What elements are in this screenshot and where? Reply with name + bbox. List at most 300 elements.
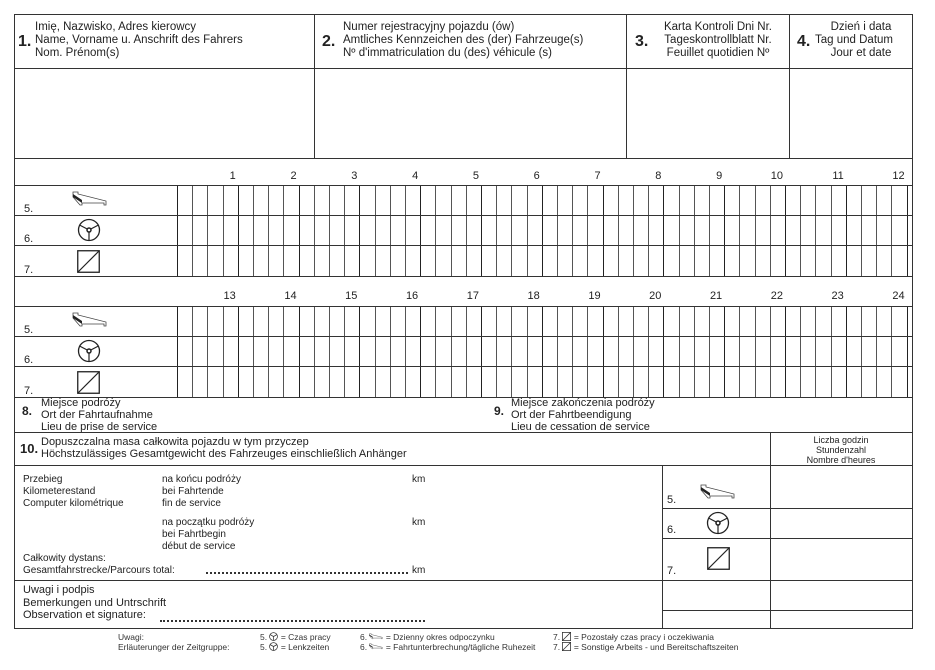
grid-cell[interactable] — [816, 307, 830, 335]
grid-cell[interactable] — [467, 216, 481, 244]
grid-cell[interactable] — [512, 216, 526, 244]
grid-cell[interactable] — [269, 246, 283, 275]
grid-cell[interactable] — [588, 337, 602, 365]
grid-cell[interactable] — [436, 216, 450, 244]
grid-cell[interactable] — [892, 337, 906, 365]
grid-cell[interactable] — [816, 337, 830, 365]
grid-cell[interactable] — [664, 246, 678, 275]
grid-cell[interactable] — [756, 186, 770, 214]
grid-cell[interactable] — [649, 186, 663, 214]
grid-cell[interactable] — [208, 307, 222, 335]
grid-cell[interactable] — [847, 337, 861, 365]
grid-cell[interactable] — [224, 246, 238, 275]
grid-cell[interactable] — [680, 246, 694, 275]
grid-cell[interactable] — [208, 186, 222, 214]
grid-cell[interactable] — [482, 337, 496, 365]
grid-cell[interactable] — [771, 216, 785, 244]
grid-cell[interactable] — [892, 186, 906, 214]
grid-cell[interactable] — [847, 367, 861, 396]
grid-cell[interactable] — [604, 246, 618, 275]
grid-cell[interactable] — [360, 246, 374, 275]
odometer-start-field[interactable] — [290, 515, 408, 529]
max-weight-field[interactable] — [480, 434, 768, 464]
grid-cell[interactable] — [528, 216, 542, 244]
grid-cell[interactable] — [786, 307, 800, 335]
grid-cell[interactable] — [588, 186, 602, 214]
grid-cell[interactable] — [254, 367, 268, 396]
grid-cell[interactable] — [543, 246, 557, 275]
grid-cell[interactable] — [847, 186, 861, 214]
grid-cell[interactable] — [558, 307, 572, 335]
grid-cell[interactable] — [254, 186, 268, 214]
grid-cell[interactable] — [892, 307, 906, 335]
grid-cell[interactable] — [376, 337, 390, 365]
grid-cell[interactable] — [725, 186, 739, 214]
grid-cell[interactable] — [543, 186, 557, 214]
grid-cell[interactable] — [239, 216, 253, 244]
grid-cell[interactable] — [208, 337, 222, 365]
grid-cell[interactable] — [695, 186, 709, 214]
grid-cell[interactable] — [801, 337, 815, 365]
grid-cell[interactable] — [436, 367, 450, 396]
grid-cell[interactable] — [178, 216, 192, 244]
grid-cell[interactable] — [528, 337, 542, 365]
grid-cell[interactable] — [512, 246, 526, 275]
grid-cell[interactable] — [801, 246, 815, 275]
grid-cell[interactable] — [512, 337, 526, 365]
grid-cell[interactable] — [680, 367, 694, 396]
grid-cell[interactable] — [284, 367, 298, 396]
grid-cell[interactable] — [832, 216, 846, 244]
grid-cell[interactable] — [877, 307, 891, 335]
grid-cell[interactable] — [588, 216, 602, 244]
grid-cell[interactable] — [786, 216, 800, 244]
grid-cell[interactable] — [756, 307, 770, 335]
grid-cell[interactable] — [345, 367, 359, 396]
grid-cell[interactable] — [649, 216, 663, 244]
grid-cell[interactable] — [300, 367, 314, 396]
grid-cell[interactable] — [436, 186, 450, 214]
grid-cell[interactable] — [421, 186, 435, 214]
grid-cell[interactable] — [360, 216, 374, 244]
grid-cell[interactable] — [497, 186, 511, 214]
grid-cell[interactable] — [725, 216, 739, 244]
grid-cell[interactable] — [832, 367, 846, 396]
grid-cell[interactable] — [254, 337, 268, 365]
grid-cell[interactable] — [725, 367, 739, 396]
grid-cell[interactable] — [695, 367, 709, 396]
grid-cell[interactable] — [254, 246, 268, 275]
grid-cell[interactable] — [543, 307, 557, 335]
grid-cell[interactable] — [847, 307, 861, 335]
grid-cell[interactable] — [421, 337, 435, 365]
grid-cell[interactable] — [710, 216, 724, 244]
grid-cell[interactable] — [345, 186, 359, 214]
grid-cell[interactable] — [862, 246, 876, 275]
grid-cell[interactable] — [300, 307, 314, 335]
grid-cell[interactable] — [436, 246, 450, 275]
grid-cell[interactable] — [771, 337, 785, 365]
grid-cell[interactable] — [664, 307, 678, 335]
grid-cell[interactable] — [862, 337, 876, 365]
grid-cell[interactable] — [482, 186, 496, 214]
grid-cell[interactable] — [604, 367, 618, 396]
grid-cell[interactable] — [406, 307, 420, 335]
grid-cell[interactable] — [224, 186, 238, 214]
grid-cell[interactable] — [740, 186, 754, 214]
grid-cell[interactable] — [710, 307, 724, 335]
grid-cell[interactable] — [756, 337, 770, 365]
grid-cell[interactable] — [360, 186, 374, 214]
grid-cell[interactable] — [573, 307, 587, 335]
grid-cell[interactable] — [588, 307, 602, 335]
grid-cell[interactable] — [193, 216, 207, 244]
total-distance-field[interactable] — [206, 572, 408, 574]
grid-cell[interactable] — [284, 246, 298, 275]
grid-cell[interactable] — [330, 337, 344, 365]
grid-cell[interactable] — [421, 216, 435, 244]
grid-cell[interactable] — [528, 246, 542, 275]
grid-cell[interactable] — [528, 367, 542, 396]
grid-cell[interactable] — [330, 186, 344, 214]
grid-cell[interactable] — [482, 307, 496, 335]
grid-cell[interactable] — [376, 367, 390, 396]
grid-cell[interactable] — [178, 186, 192, 214]
grid-cell[interactable] — [208, 367, 222, 396]
rest-hours-field[interactable] — [772, 467, 910, 507]
grid-cell[interactable] — [269, 337, 283, 365]
grid-cell[interactable] — [178, 337, 192, 365]
grid-cell[interactable] — [497, 367, 511, 396]
grid-cell[interactable] — [786, 246, 800, 275]
grid-cell[interactable] — [680, 216, 694, 244]
grid-cell[interactable] — [391, 186, 405, 214]
grid-cell[interactable] — [254, 307, 268, 335]
grid-cell[interactable] — [816, 367, 830, 396]
grid-cell[interactable] — [406, 367, 420, 396]
grid-cell[interactable] — [832, 307, 846, 335]
grid-cell[interactable] — [771, 186, 785, 214]
sheet-number-field[interactable] — [628, 70, 787, 156]
grid-cell[interactable] — [360, 307, 374, 335]
grid-cell[interactable] — [877, 186, 891, 214]
grid-cell[interactable] — [740, 337, 754, 365]
start-location-field[interactable] — [180, 399, 470, 431]
grid-cell[interactable] — [315, 186, 329, 214]
grid-cell[interactable] — [421, 307, 435, 335]
grid-cell[interactable] — [512, 307, 526, 335]
grid-cell[interactable] — [832, 186, 846, 214]
grid-cell[interactable] — [543, 367, 557, 396]
grid-cell[interactable] — [573, 186, 587, 214]
registration-field[interactable] — [316, 70, 624, 156]
other-work-hours-field[interactable] — [772, 540, 910, 578]
grid-cell[interactable] — [725, 337, 739, 365]
grid-cell[interactable] — [604, 216, 618, 244]
grid-cell[interactable] — [482, 216, 496, 244]
grid-cell[interactable] — [801, 367, 815, 396]
grid-cell[interactable] — [892, 246, 906, 275]
grid-cell[interactable] — [391, 367, 405, 396]
grid-cell[interactable] — [801, 307, 815, 335]
grid-cell[interactable] — [573, 246, 587, 275]
grid-cell[interactable] — [330, 307, 344, 335]
grid-cell[interactable] — [619, 246, 633, 275]
grid-cell[interactable] — [224, 216, 238, 244]
grid-cell[interactable] — [315, 307, 329, 335]
grid-cell[interactable] — [756, 216, 770, 244]
grid-cell[interactable] — [786, 186, 800, 214]
grid-cell[interactable] — [452, 186, 466, 214]
grid-cell[interactable] — [832, 246, 846, 275]
grid-cell[interactable] — [224, 367, 238, 396]
grid-cell[interactable] — [436, 337, 450, 365]
grid-cell[interactable] — [847, 246, 861, 275]
grid-cell[interactable] — [315, 246, 329, 275]
grid-cell[interactable] — [193, 337, 207, 365]
grid-cell[interactable] — [604, 307, 618, 335]
grid-cell[interactable] — [649, 246, 663, 275]
grid-cell[interactable] — [300, 216, 314, 244]
grid-cell[interactable] — [391, 337, 405, 365]
grid-cell[interactable] — [756, 246, 770, 275]
grid-cell[interactable] — [528, 186, 542, 214]
grid-cell[interactable] — [452, 307, 466, 335]
grid-cell[interactable] — [497, 246, 511, 275]
grid-cell[interactable] — [269, 307, 283, 335]
grid-cell[interactable] — [710, 186, 724, 214]
grid-cell[interactable] — [862, 307, 876, 335]
grid-cell[interactable] — [239, 337, 253, 365]
signature-field[interactable] — [160, 620, 425, 622]
grid-cell[interactable] — [208, 216, 222, 244]
grid-cell[interactable] — [816, 186, 830, 214]
grid-cell[interactable] — [376, 307, 390, 335]
grid-cell[interactable] — [467, 186, 481, 214]
grid-cell[interactable] — [391, 216, 405, 244]
grid-cell[interactable] — [406, 246, 420, 275]
grid-cell[interactable] — [695, 307, 709, 335]
grid-cell[interactable] — [634, 367, 648, 396]
grid-cell[interactable] — [634, 246, 648, 275]
grid-cell[interactable] — [725, 246, 739, 275]
grid-cell[interactable] — [391, 307, 405, 335]
grid-cell[interactable] — [771, 367, 785, 396]
grid-cell[interactable] — [710, 337, 724, 365]
grid-cell[interactable] — [816, 216, 830, 244]
grid-cell[interactable] — [452, 246, 466, 275]
grid-cell[interactable] — [619, 216, 633, 244]
grid-cell[interactable] — [756, 367, 770, 396]
grid-cell[interactable] — [436, 307, 450, 335]
grid-cell[interactable] — [634, 216, 648, 244]
grid-cell[interactable] — [892, 367, 906, 396]
grid-cell[interactable] — [588, 246, 602, 275]
grid-cell[interactable] — [345, 307, 359, 335]
grid-cell[interactable] — [315, 337, 329, 365]
grid-cell[interactable] — [512, 367, 526, 396]
grid-cell[interactable] — [619, 307, 633, 335]
grid-cell[interactable] — [680, 186, 694, 214]
grid-cell[interactable] — [619, 186, 633, 214]
grid-cell[interactable] — [740, 307, 754, 335]
grid-cell[interactable] — [452, 337, 466, 365]
grid-cell[interactable] — [391, 246, 405, 275]
grid-cell[interactable] — [224, 337, 238, 365]
grid-cell[interactable] — [725, 307, 739, 335]
grid-cell[interactable] — [512, 186, 526, 214]
grid-cell[interactable] — [619, 337, 633, 365]
grid-cell[interactable] — [406, 337, 420, 365]
grid-cell[interactable] — [740, 216, 754, 244]
grid-cell[interactable] — [284, 337, 298, 365]
grid-cell[interactable] — [710, 367, 724, 396]
grid-cell[interactable] — [360, 367, 374, 396]
grid-cell[interactable] — [376, 246, 390, 275]
grid-cell[interactable] — [345, 337, 359, 365]
grid-cell[interactable] — [497, 216, 511, 244]
grid-cell[interactable] — [193, 186, 207, 214]
grid-cell[interactable] — [452, 216, 466, 244]
grid-cell[interactable] — [680, 337, 694, 365]
grid-cell[interactable] — [224, 307, 238, 335]
grid-cell[interactable] — [649, 367, 663, 396]
grid-cell[interactable] — [877, 367, 891, 396]
grid-cell[interactable] — [649, 337, 663, 365]
grid-cell[interactable] — [467, 307, 481, 335]
grid-cell[interactable] — [300, 337, 314, 365]
grid-cell[interactable] — [710, 246, 724, 275]
date-field[interactable] — [791, 70, 910, 156]
grid-cell[interactable] — [847, 216, 861, 244]
grid-cell[interactable] — [664, 216, 678, 244]
odometer-end-field[interactable] — [290, 472, 408, 486]
grid-cell[interactable] — [680, 307, 694, 335]
grid-cell[interactable] — [528, 307, 542, 335]
grid-cell[interactable] — [345, 246, 359, 275]
grid-cell[interactable] — [558, 216, 572, 244]
grid-cell[interactable] — [771, 307, 785, 335]
grid-cell[interactable] — [376, 186, 390, 214]
grid-cell[interactable] — [482, 367, 496, 396]
grid-cell[interactable] — [239, 186, 253, 214]
grid-cell[interactable] — [558, 337, 572, 365]
grid-cell[interactable] — [269, 186, 283, 214]
grid-cell[interactable] — [193, 367, 207, 396]
grid-cell[interactable] — [497, 307, 511, 335]
grid-cell[interactable] — [877, 337, 891, 365]
grid-cell[interactable] — [239, 307, 253, 335]
grid-cell[interactable] — [178, 367, 192, 396]
grid-cell[interactable] — [330, 216, 344, 244]
grid-cell[interactable] — [543, 216, 557, 244]
grid-cell[interactable] — [664, 367, 678, 396]
grid-cell[interactable] — [467, 337, 481, 365]
driving-hours-field[interactable] — [772, 510, 910, 537]
grid-cell[interactable] — [543, 337, 557, 365]
grid-cell[interactable] — [801, 216, 815, 244]
grid-cell[interactable] — [771, 246, 785, 275]
grid-cell[interactable] — [634, 307, 648, 335]
grid-cell[interactable] — [300, 186, 314, 214]
grid-cell[interactable] — [497, 337, 511, 365]
grid-cell[interactable] — [330, 246, 344, 275]
grid-cell[interactable] — [558, 367, 572, 396]
grid-cell[interactable] — [239, 367, 253, 396]
grid-cell[interactable] — [649, 307, 663, 335]
grid-cell[interactable] — [421, 367, 435, 396]
grid-cell[interactable] — [558, 246, 572, 275]
grid-cell[interactable] — [284, 216, 298, 244]
grid-cell[interactable] — [588, 367, 602, 396]
grid-cell[interactable] — [452, 367, 466, 396]
grid-cell[interactable] — [558, 186, 572, 214]
grid-cell[interactable] — [269, 216, 283, 244]
grid-cell[interactable] — [178, 246, 192, 275]
grid-cell[interactable] — [482, 246, 496, 275]
grid-cell[interactable] — [801, 186, 815, 214]
end-location-field[interactable] — [680, 399, 908, 431]
grid-cell[interactable] — [816, 246, 830, 275]
grid-cell[interactable] — [284, 307, 298, 335]
driver-name-field[interactable] — [16, 70, 312, 156]
grid-cell[interactable] — [360, 337, 374, 365]
grid-cell[interactable] — [619, 367, 633, 396]
grid-cell[interactable] — [421, 246, 435, 275]
grid-cell[interactable] — [740, 367, 754, 396]
grid-cell[interactable] — [634, 186, 648, 214]
grid-cell[interactable] — [269, 367, 283, 396]
grid-cell[interactable] — [406, 216, 420, 244]
grid-cell[interactable] — [284, 186, 298, 214]
grid-cell[interactable] — [330, 367, 344, 396]
grid-cell[interactable] — [634, 337, 648, 365]
grid-cell[interactable] — [604, 186, 618, 214]
grid-cell[interactable] — [467, 246, 481, 275]
grid-cell[interactable] — [573, 216, 587, 244]
grid-cell[interactable] — [193, 246, 207, 275]
grid-cell[interactable] — [740, 246, 754, 275]
grid-cell[interactable] — [467, 367, 481, 396]
grid-cell[interactable] — [573, 367, 587, 396]
grid-cell[interactable] — [832, 337, 846, 365]
grid-cell[interactable] — [862, 216, 876, 244]
grid-cell[interactable] — [254, 216, 268, 244]
grid-cell[interactable] — [300, 246, 314, 275]
grid-cell[interactable] — [573, 337, 587, 365]
grid-cell[interactable] — [862, 367, 876, 396]
grid-cell[interactable] — [695, 216, 709, 244]
grid-cell[interactable] — [239, 246, 253, 275]
grid-cell[interactable] — [345, 216, 359, 244]
grid-cell[interactable] — [786, 337, 800, 365]
grid-cell[interactable] — [178, 307, 192, 335]
grid-cell[interactable] — [406, 186, 420, 214]
grid-cell[interactable] — [695, 246, 709, 275]
grid-cell[interactable] — [604, 337, 618, 365]
grid-cell[interactable] — [786, 367, 800, 396]
grid-cell[interactable] — [315, 216, 329, 244]
grid-cell[interactable] — [664, 337, 678, 365]
grid-cell[interactable] — [892, 216, 906, 244]
grid-cell[interactable] — [664, 186, 678, 214]
grid-cell[interactable] — [877, 246, 891, 275]
grid-cell[interactable] — [315, 367, 329, 396]
grid-cell[interactable] — [208, 246, 222, 275]
grid-cell[interactable] — [376, 216, 390, 244]
grid-cell[interactable] — [193, 307, 207, 335]
grid-cell[interactable] — [695, 337, 709, 365]
